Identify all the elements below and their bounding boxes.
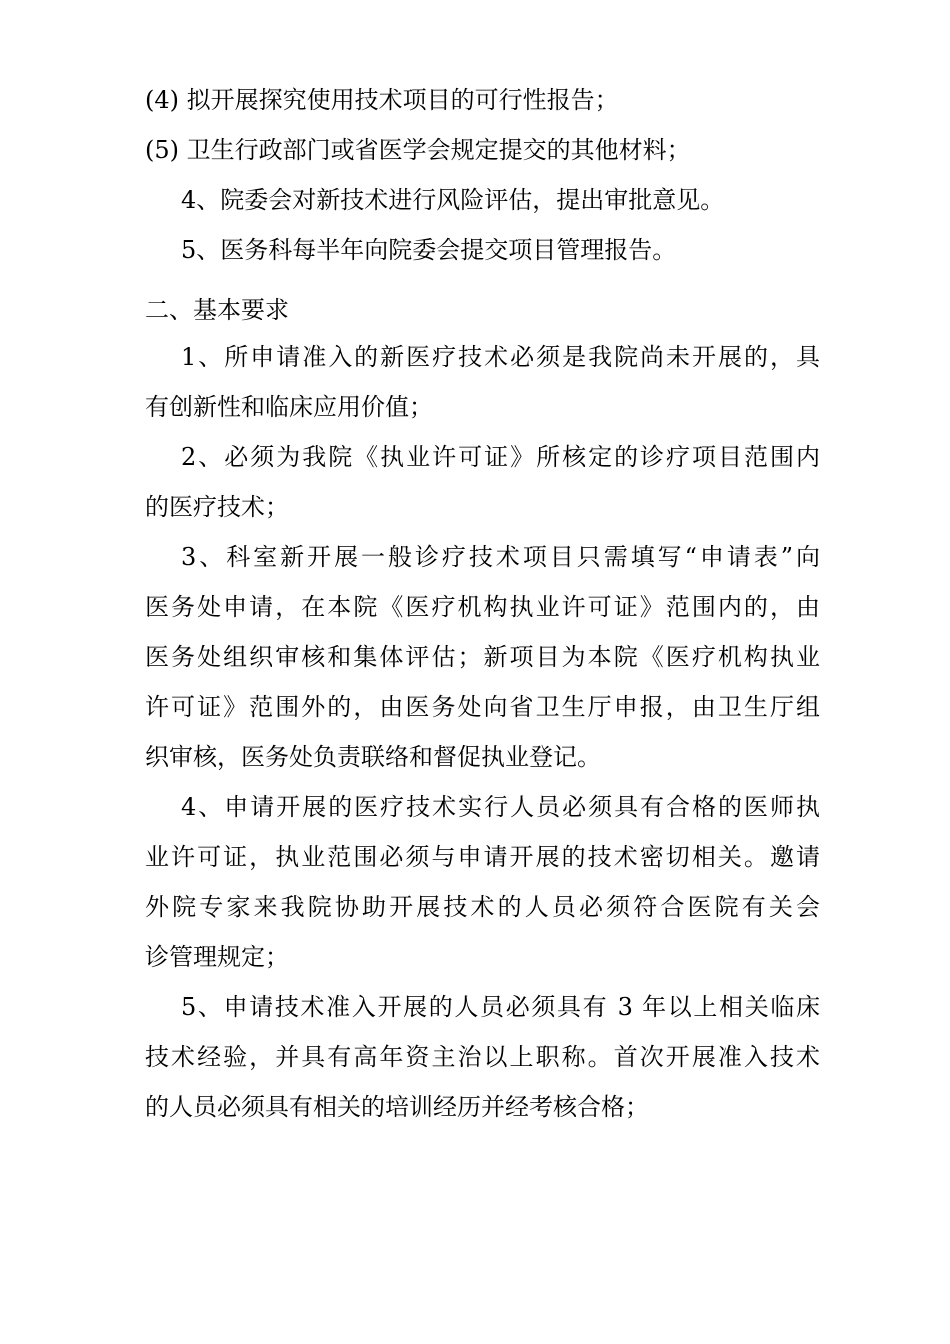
list-item-4: (4) 拟开展探究使用技术项目的可行性报告； bbox=[145, 86, 619, 114]
requirement-3-line-4: 许可证》范围外的，由医务处向省卫生厅申报，由卫生厅组 bbox=[145, 693, 820, 721]
requirement-3-line-1: 3、科室新开展一般诊疗技术项目只需填写“申请表”向 bbox=[181, 543, 820, 571]
section-heading: 二、基本要求 bbox=[145, 296, 289, 324]
requirement-4-line-3: 外院专家来我院协助开展技术的人员必须符合医院有关会 bbox=[145, 893, 820, 921]
requirement-5-line-3: 的人员必须具有相关的培训经历并经考核合格； bbox=[145, 1093, 649, 1121]
requirement-1-line-2: 有创新性和临床应用价值； bbox=[145, 393, 433, 421]
requirement-4-line-2: 业许可证，执业范围必须与申请开展的技术密切相关。邀请 bbox=[145, 843, 820, 871]
requirement-5-line-1: 5、申请技术准入开展的人员必须具有 3 年以上相关临床 bbox=[181, 993, 820, 1021]
requirement-4-line-4: 诊管理规定； bbox=[145, 943, 289, 971]
requirement-3-line-2: 医务处申请，在本院《医疗机构执业许可证》范围内的，由 bbox=[145, 593, 820, 621]
list-item-5: (5) 卫生行政部门或省医学会规定提交的其他材料； bbox=[145, 136, 691, 164]
step-5: 5、医务科每半年向院委会提交项目管理报告。 bbox=[181, 236, 677, 264]
requirement-4-line-1: 4、申请开展的医疗技术实行人员必须具有合格的医师执 bbox=[181, 793, 820, 821]
requirement-5-line-2: 技术经验，并具有高年资主治以上职称。首次开展准入技术 bbox=[145, 1043, 820, 1071]
requirement-2-line-2: 的医疗技术； bbox=[145, 493, 289, 521]
requirement-3-line-3: 医务处组织审核和集体评估；新项目为本院《医疗机构执业 bbox=[145, 643, 820, 671]
step-4: 4、院委会对新技术进行风险评估，提出审批意见。 bbox=[181, 186, 725, 214]
requirement-1-line-1: 1、所申请准入的新医疗技术必须是我院尚未开展的，具 bbox=[181, 343, 820, 371]
requirement-3-line-5: 织审核，医务处负责联络和督促执业登记。 bbox=[145, 743, 601, 771]
requirement-2-line-1: 2、必须为我院《执业许可证》所核定的诊疗项目范围内 bbox=[181, 443, 820, 471]
